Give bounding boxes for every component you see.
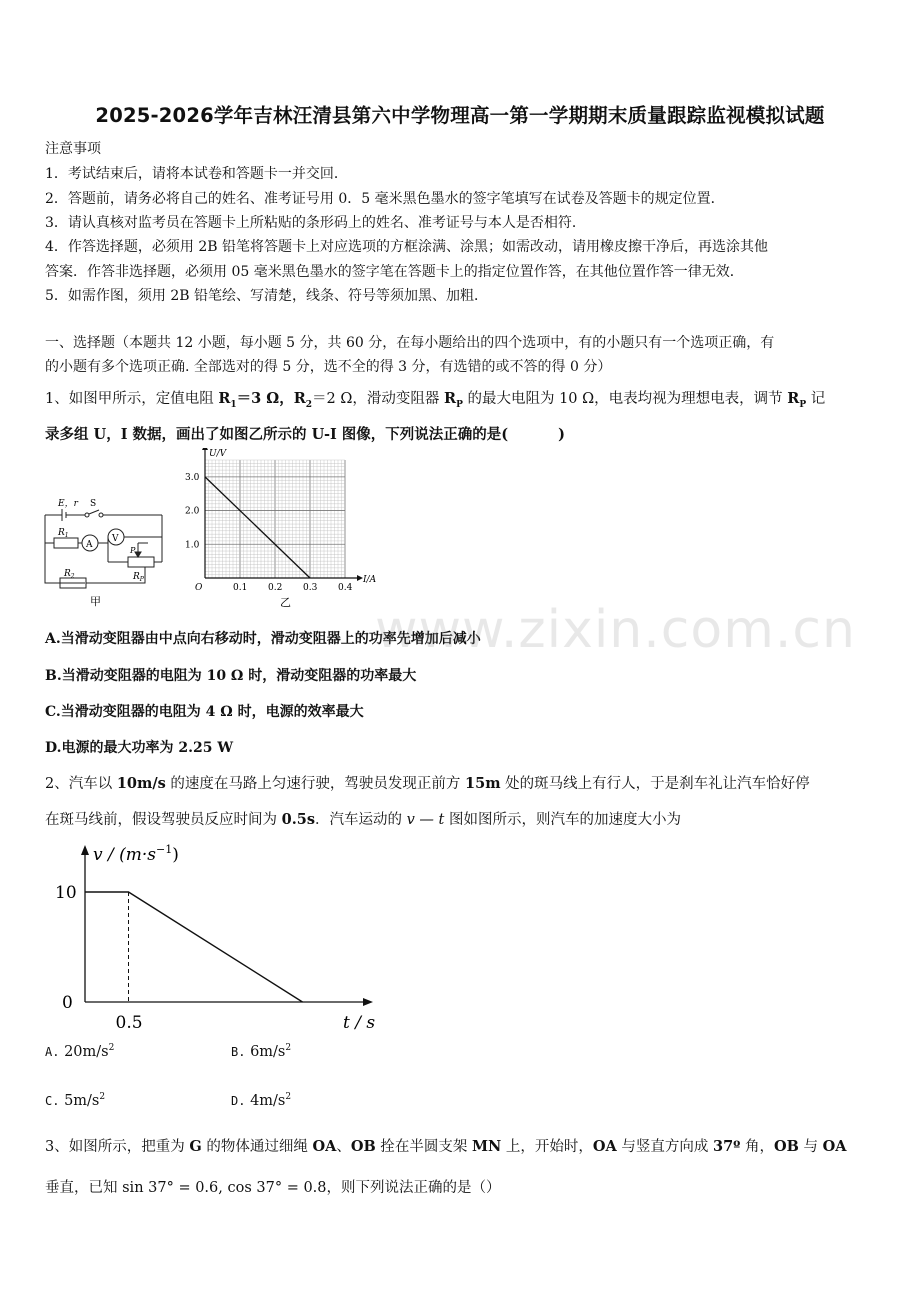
graph-caption: 乙 (280, 596, 291, 609)
source-label: E，r (58, 499, 78, 509)
watermark: www.zixin.com.cn (375, 600, 856, 660)
x-tick-label: 0.5 (115, 1013, 143, 1033)
page-title: 2025-2026学年吉林汪清县第六中学物理高一第一学期期末质量跟踪监视模拟试题 (95, 104, 825, 127)
notice-heading: 注意事项 (45, 141, 101, 157)
ammeter-label: A (86, 540, 93, 550)
notice-item: 2．答题前，请务必将自己的姓名、准考证号用 0．5 毫米黑色墨水的签字笔填写在试卷及答题卡的规定位置． (45, 191, 725, 207)
y-tick-label: 1.0 (185, 540, 200, 551)
question-3-line1: 3、如图所示，把重为 G 的物体通过细绳 OA、OB 拴在半圆支架 MN 上，开始时，OA 与竖直方向成 37º 角，OB 与 OA (45, 1138, 847, 1155)
ui-graph (180, 448, 380, 613)
rp-label: $R_P$ (133, 572, 144, 583)
section-instructions-line1: 一、选择题（本题共 12 小题，每小题 5 分，共 60 分，在每小题给出的四个选项中，有的小题只有一个选项正确，有 (45, 335, 775, 351)
x-tick-label: 0.3 (303, 583, 318, 593)
x-axis-label: I/A (363, 575, 377, 585)
y-axis-arrow (202, 448, 208, 450)
slider-label: P (130, 546, 136, 555)
y-axis-label: $v / (m\cdot s^{-1})$ (93, 843, 179, 865)
x-tick-label: 0.4 (338, 583, 353, 593)
x-tick-label: 0.1 (233, 583, 248, 593)
y-axis-arrow (81, 845, 89, 855)
q1-option-a[interactable]: A.当滑动变阻器由中点向右移动时，滑动变阻器上的功率先增加后减小 (45, 631, 481, 647)
y-tick-label: 3.0 (185, 472, 200, 483)
rheostat (128, 557, 154, 567)
vt-line (85, 892, 303, 1002)
switch (89, 510, 99, 514)
x-axis-arrow (363, 998, 373, 1006)
y-tick-label: 10 (55, 883, 77, 903)
q2-option-b[interactable]: B. $6m/s^2$ (231, 1043, 292, 1060)
r2-label: $R_2$ (64, 569, 75, 580)
vt-graph (45, 838, 390, 1033)
notice-item: 答案．作答非选择题，必须用 05 毫米黑色墨水的签字笔在答题卡上的指定位置作答，在其他位置作答一律无效． (45, 264, 744, 280)
question-1-line1: 1、如图甲所示，定值电阻 $R_1=3$ Ω，$R_2=2$ Ω，滑动变阻器 $R_P$ 的最大电阻为 10 Ω，电表均视为理想电表，调节 $R_P$ 记 (45, 390, 826, 410)
resistor-r1 (54, 538, 78, 548)
notice-item: 4．作答选择题，必须用 2B 铅笔将答题卡上对应选项的方框涂满、涂黑；如需改动，请用橡皮擦干净后，再选涂其他 (45, 239, 768, 255)
switch-label: S (90, 499, 97, 509)
y-axis-label: U/V (209, 449, 227, 459)
q2-option-a[interactable]: A. $20m/s^2$ (45, 1043, 115, 1060)
question-2-line1: 2、汽车以 10m/s 的速度在马路上匀速行驶，驾驶员发现正前方 15m 处的斑马线上有行人，于是刹车礼让汽车恰好停 (45, 775, 810, 792)
circuit-caption: 甲 (90, 595, 101, 608)
notice-item: 5．如需作图，须用 2B 铅笔绘、写清楚，线条、符号等须加黑、加粗． (45, 288, 489, 304)
question-2-line2: 在斑马线前，假设驾驶员反应时间为 0.5s．汽车运动的 v — t 图如图所示，则汽车的加速度大小为 (45, 811, 681, 828)
q2-option-c[interactable]: C. $5m/s^2$ (45, 1092, 106, 1109)
r1-label: $R_1$ (58, 528, 69, 539)
y-tick-label: 2.0 (185, 506, 200, 517)
question-1-line2: 录多组 U，I 数据，画出了如图乙所示的 U-I 图像，下列说法正确的是( ) (45, 426, 566, 443)
x-tick-label: 0.2 (268, 583, 283, 593)
section-instructions-line2: 的小题有多个选项正确. 全部选对的得 5 分，选不全的得 3 分，有选错的或不答的得 0 分） (45, 359, 612, 375)
voltmeter-label: V (112, 534, 119, 544)
circuit-diagram (40, 495, 180, 610)
q1-option-d[interactable]: D.电源的最大功率为 2.25 W (45, 740, 234, 756)
q1-option-c[interactable]: C.当滑动变阻器的电阻为 4 Ω 时，电源的效率最大 (45, 704, 364, 720)
question-3-line2: 垂直，已知 sin 37° = 0.6, cos 37° = 0.8，则下列说法正确的是（） (45, 1180, 501, 1196)
q1-option-b[interactable]: B.当滑动变阻器的电阻为 10 Ω 时，滑动变阻器的功率最大 (45, 668, 417, 684)
origin-label: O (195, 583, 203, 593)
notice-item: 1．考试结束后，请将本试卷和答题卡一并交回． (45, 166, 348, 182)
q2-option-d[interactable]: D. $4m/s^2$ (231, 1092, 292, 1109)
notice-item: 3．请认真核对监考员在答题卡上所粘贴的条形码上的姓名、准考证号与本人是否相符． (45, 215, 586, 231)
x-axis-label: t / s (343, 1013, 376, 1033)
y-tick-label: 0 (62, 993, 73, 1013)
